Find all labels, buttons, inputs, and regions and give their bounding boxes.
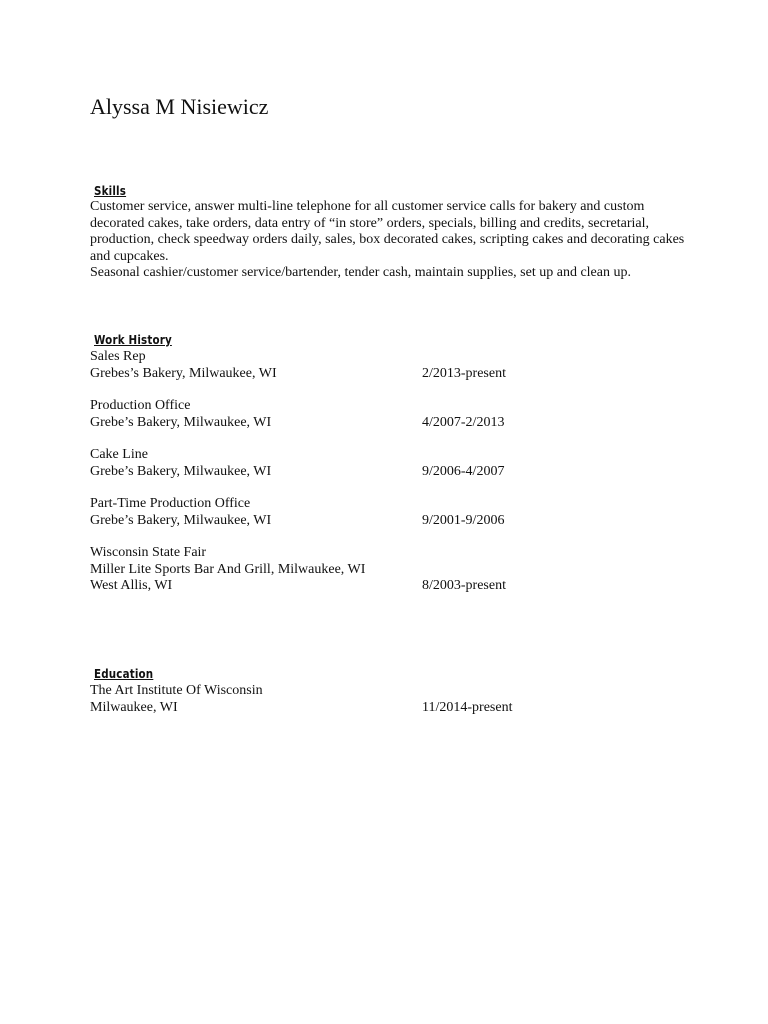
work-entry — [90, 496, 530, 529]
job-dates: 2/2013-present — [422, 365, 506, 381]
job-dates: 9/2001-9/2006 — [422, 512, 505, 528]
applicant-name: Alyssa M Nisiewicz — [90, 94, 269, 119]
job-employer: Grebe’s Bakery, Milwaukee, WI — [90, 512, 272, 528]
job-dates: 8/2003-present — [422, 578, 506, 593]
job-title: Wisconsin State Fair — [90, 545, 207, 560]
skills-paragraph-seasonal: Seasonal cashier/customer service/bartender, tender cash, maintain supplies, set up and clean up. — [90, 265, 631, 280]
education-entry — [90, 683, 530, 716]
work-entry — [90, 447, 530, 480]
job-dates: 4/2007-2/2013 — [422, 414, 505, 430]
work-entry — [90, 398, 530, 431]
job-employer: Grebes’s Bakery, Milwaukee, WI — [90, 365, 277, 381]
work-history-heading: Work History — [94, 333, 172, 347]
job-title: Sales Rep — [90, 349, 146, 364]
school-name: The Art Institute Of Wisconsin — [90, 683, 263, 698]
work-entry — [90, 545, 530, 595]
job-employer: Miller Lite Sports Bar And Grill, Milwaukee, WI — [90, 561, 366, 577]
job-title: Part-Time Production Office — [90, 496, 251, 511]
job-employer: Grebe’s Bakery, Milwaukee, WI — [90, 414, 272, 430]
education-heading: Education — [94, 667, 154, 681]
job-location: West Allis, WI — [90, 578, 173, 593]
job-dates: 9/2006-4/2007 — [422, 463, 505, 479]
job-employer: Grebe’s Bakery, Milwaukee, WI — [90, 463, 272, 479]
education-dates: 11/2014-present — [422, 699, 513, 715]
job-title: Cake Line — [90, 447, 148, 462]
job-title: Production Office — [90, 398, 191, 413]
skills-heading: Skills — [94, 184, 127, 198]
work-entry — [90, 349, 530, 382]
skills-paragraph-primary: Customer service, answer multi-line telephone for all customer service calls for bakery and custom decorated cakes, take orders, data entry of “in store” orders, specials, billing and credits, secretarial, production, check speedway orders daily, sales, box decorated cakes, scripting cakes and decorating cakes and cupcakes. — [90, 199, 685, 264]
skills-section — [90, 199, 690, 282]
school-location: Milwaukee, WI — [90, 699, 178, 715]
